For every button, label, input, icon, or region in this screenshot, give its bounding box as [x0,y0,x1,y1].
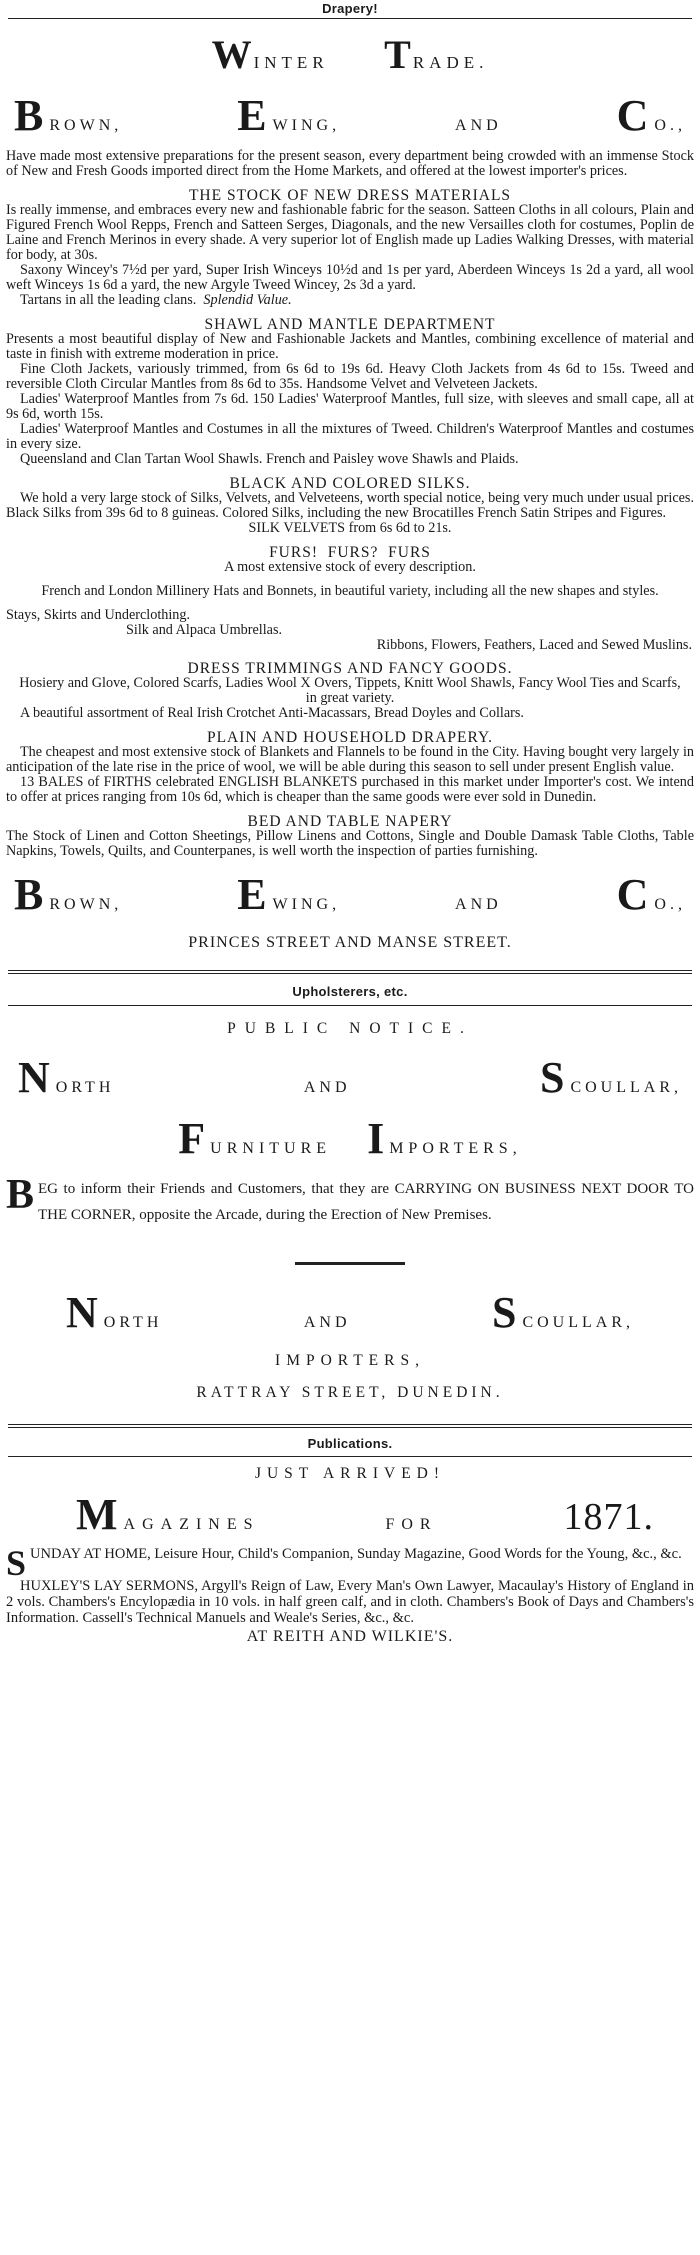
firm-word: WING, [272,896,341,913]
section-heading-publications: Publications. [307,1436,393,1451]
furniture-importers [6,1113,694,1164]
public-notice: PUBLIC NOTICE. [227,1020,473,1037]
shawl-heading: SHAWL AND MANTLE DEPARTMENT [204,316,496,333]
firm-word: AND [303,1314,351,1331]
firm-word: ORTH [55,1079,115,1096]
importers-line: IMPORTERS, [275,1352,425,1369]
rattray-street-address: RATTRAY STREET, DUNEDIN. [196,1384,504,1401]
drop-letter: C [616,91,655,140]
firm-word: URNITURE [210,1140,332,1157]
section-heading-upholsterers: Upholsterers, etc. [292,984,408,999]
umbrellas-line: Silk and Alpaca Umbrellas. [126,622,283,638]
divider [295,1262,405,1265]
plain-drapery-heading: PLAIN AND HOUSEHOLD DRAPERY. [206,729,494,746]
napery-paragraph: The Stock of Linen and Cotton Sheetings, Pillow Linens and Cottons, Single and Double Damask Table Cloths, Table Napkins, Towels, Quilts, and Counterpanes, is well worth the inspection of parties furnishing. [6,828,694,859]
trimmings-paragraph: A beautiful assortment of Real Irish Crotchet Anti-Macassars, Bread Doyles and Collars. [20,705,524,721]
dress-paragraph [6,293,694,308]
title-word: AGAZINES [123,1516,260,1533]
firm-word: ROWN, [49,896,123,913]
title-word: INTER [253,53,329,72]
north-notice-paragraph [6,1172,694,1228]
drop-letter: N [18,1053,56,1102]
firm-word: ROWN, [49,117,123,134]
plain-drapery-paragraph: The cheapest and most extensive stock of Blankets and Flannels to be found in the City. Having bought very largely in anticipation of the late rise in the price of wool, we will be able during this season to sell under present English value. [6,744,694,775]
drop-letter: W [211,32,254,77]
intro-paragraph: Have made most extensive preparations for the present season, every department being crowded with an immense Stock of New and Fresh Goods imported direct from the Home Markets, and offered at the lowest importer's prices. [6,148,694,179]
firm-word: AND [455,896,502,913]
drop-letter: S [539,1053,571,1102]
just-arrived: JUST ARRIVED! [254,1465,446,1482]
drop-letter: S [491,1288,523,1337]
divider [8,1456,692,1457]
trimmings-paragraph: Hosiery and Glove, Colored Scarfs, Ladies Wool X Overs, Tippets, Knitt Wool Shawls, Fancy Wool Ties and Scarfs, in great variety. [19,675,681,706]
napery-heading: BED AND TABLE NAPERY [247,813,453,830]
splendid-value: Splendid Value. [203,292,292,308]
drop-letter: C [616,870,655,919]
dress-paragraph: Saxony Wincey's 7½d per yard, Super Irish Winceys 10½d and 1s per yard, Aberdeen Winceys 1s 2d a yard, all wool weft Winceys 1s 6d a yard, the new Argyle Tweed Wincey, 2s 3d a yard. [6,262,694,293]
firm-name-brown-ewing-footer [6,869,694,920]
winter-trade-title [6,31,694,78]
plain-drapery-paragraph: 13 BALES of FIRTHS celebrated ENGLISH BLANKETS purchased in this market under Importer's cost. We intend to offer at prices ranging from 10s 6d, which is cheaper than the same goods were ever sold in Dunedin. [6,774,694,805]
magazines-for-1871 [6,1489,694,1540]
huxley-paragraph [6,1578,694,1626]
publications-text: HUXLEY'S LAY SERMONS, Argyll's Reign of Law, Every Man's Own Lawyer, Macaulay's History of England in 2 vols. Chambers's Encylopædia in 10 vols. in half green calf, and in cloth. Chambers's Book of Days and Chambers's Information. Cassell's Technical Manuels and Weale's Series, &c., &c. [6,1578,694,1626]
drop-letter: F [178,1114,211,1163]
section-heading-drapery: Drapery! [322,1,378,16]
silks-heading: BLACK AND COLORED SILKS. [229,475,471,492]
divider [8,18,692,19]
drop-letter: S [6,1543,27,1583]
title-word: RADE. [412,53,489,72]
title-word: FOR [385,1516,438,1533]
drop-letter: I [367,1114,390,1163]
shawl-paragraph: Fine Cloth Jackets, variously trimmed, from 6s 6d to 19s 6d. Heavy Cloth Jackets from 4s 6d to 15s. Tweed and reversible Cloth Circular Mantles from 8s 6d to 35s. Handsome Velvet and Velveteen Jackets. [6,361,694,392]
firm-word: WING, [272,117,341,134]
silk-velvets-line: SILK VELVETS from 6s 6d to 21s. [248,520,452,536]
shawl-paragraph: Presents a most beautiful display of New and Fashionable Jackets and Mantles, combining excellence of material and taste in finish with extreme moderation in price. [6,331,694,362]
drop-letter: B [6,1172,35,1218]
firm-word: O., [654,117,686,134]
brown-ewing-advertisement [6,149,694,859]
firm-name-north-scoullar-footer [6,1287,694,1338]
divider [8,970,692,974]
stays-line: Stays, Skirts and Underclothing. [6,607,191,623]
notice-text: EG to inform their Friends and Customers, that they are CARRYING ON BUSINESS NEXT DOOR TO THE CORNER, opposite the Arcade, during the Erection of New Premises. [38,1181,694,1223]
divider [8,1005,692,1006]
drop-letter: N [66,1288,104,1337]
firm-word: O., [654,896,686,913]
publications-text: UNDAY AT HOME, Leisure Hour, Child's Companion, Sunday Magazine, Good Words for the Young, &c., &c. [30,1546,682,1562]
drop-letter: E [237,870,273,919]
firm-word: COULLAR, [570,1079,682,1096]
brown-address: PRINCES STREET AND MANSE STREET. [188,934,512,951]
sunday-paragraph [6,1543,694,1583]
drop-letter: B [14,870,50,919]
dress-heading: THE STOCK OF NEW DRESS MATERIALS [188,187,512,204]
ribbons-line: Ribbons, Flowers, Feathers, Laced and Sewed Muslins. [376,637,692,653]
tartans-text: Tartans in all the leading clans. [20,292,197,308]
firm-word: COULLAR, [522,1314,634,1331]
firm-name-brown-ewing [6,90,694,141]
firm-word: AND [455,117,502,134]
shawl-paragraph: Queensland and Clan Tartan Wool Shawls. French and Paisley wove Shawls and Plaids. [20,451,519,467]
firm-word: MPORTERS, [389,1140,522,1157]
divider [8,1424,692,1428]
furs-heading: FURS! FURS? FURS [269,544,431,561]
year: 1871. [563,1496,654,1538]
furs-line: A most extensive stock of every description. [224,559,476,575]
firm-name-north-scoullar [6,1052,694,1103]
shawl-paragraph: Ladies' Waterproof Mantles and Costumes in all the mixtures of Tweed. Children's Waterproof Mantles and costumes in every size. [6,421,694,452]
newspaper-page [6,0,694,1646]
drop-letter: M [76,1490,124,1539]
trimmings-heading: DRESS TRIMMINGS AND FANCY GOODS. [187,660,513,677]
reith-wilkie-address: AT REITH AND WILKIE'S. [246,1628,454,1645]
shawl-paragraph: Ladies' Waterproof Mantles from 7s 6d. 150 Ladies' Waterproof Mantles, full size, with sleeves and small cape, all at 9s 6d, worth 15s. [6,391,694,422]
drop-letter: E [237,91,273,140]
silks-paragraph: We hold a very large stock of Silks, Velvets, and Velveteens, worth special notice, being very much under usual prices. Black Silks from 39s 6d to 8 guineas. Colored Silks, including the new Brocatilles French Satin Stripes and Figures. [6,490,694,521]
dress-paragraph: Is really immense, and embraces every new and fashionable fabric for the season. Satteen Cloths in all colours, Plain and Figured French Wool Repps, French and Satteen Serges, Diagonals, and the new Versailles cloth for costumes, Poplin de Laine and French Merinos in every shade. A very superior lot of English made up Ladies Walking Dresses, with material for body, at 30s. [6,202,694,263]
millinery-paragraph: French and London Millinery Hats and Bonnets, in beautiful variety, including all the new shapes and styles. [41,583,659,599]
firm-word: AND [303,1079,351,1096]
drop-letter: T [384,32,413,77]
drop-letter: B [14,91,50,140]
firm-word: ORTH [103,1314,163,1331]
